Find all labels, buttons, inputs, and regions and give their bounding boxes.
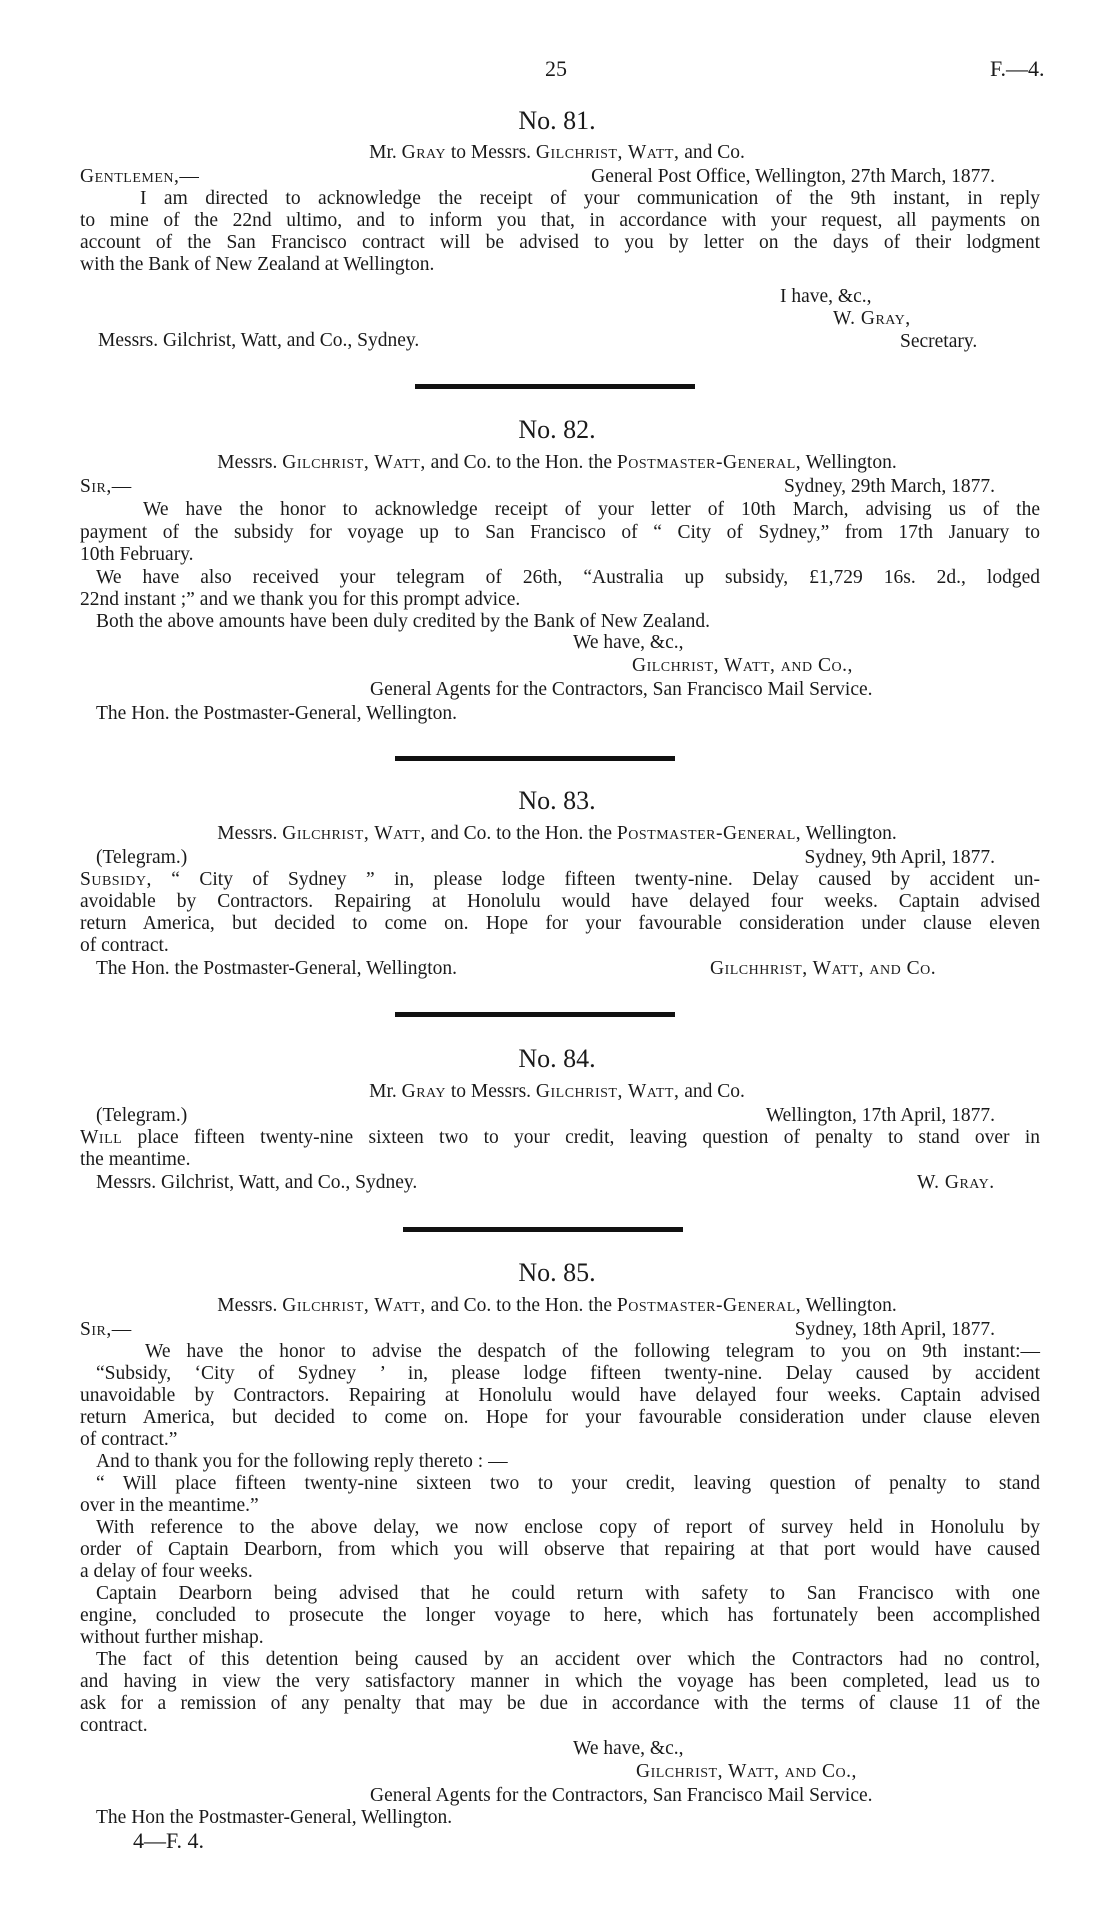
- letter-82-body-line-5: 22nd instant ;” and we thank you for this prompt advice.: [80, 589, 521, 610]
- section-divider: [395, 756, 675, 761]
- letter-81-closing: I have, &c.,: [780, 286, 872, 307]
- letter-85-body-line-8: over in the meantime.”: [80, 1495, 259, 1516]
- page-number: 25: [545, 56, 567, 81]
- letter-85-body-line-13: engine, concluded to prosecute the longer voyage to here, which has fortunately been accomplished: [80, 1605, 1040, 1626]
- letter-85-body-line-1: We have the honor to advise the despatch of the following telegram to you on 9th instant:—: [145, 1341, 1040, 1362]
- letter-83-body-line-3: return America, but decided to come on. Hope for your favourable consideration under clause eleven: [80, 913, 1040, 934]
- section-divider: [403, 1227, 683, 1232]
- letter-85-number: No. 85.: [518, 1258, 596, 1287]
- letter-81-signature-title: Secretary.: [900, 331, 978, 352]
- letter-81-number: No. 81.: [518, 106, 596, 135]
- letter-83-telegram-note: (Telegram.): [96, 847, 188, 868]
- letter-81-body-line-1: I am directed to acknowledge the receipt of your communication of the 9th instant, in reply: [140, 188, 1040, 209]
- letter-85-body-line-3: unavoidable by Contractors. Repairing at Honolulu would have delayed four weeks. Captain advised: [80, 1385, 1040, 1406]
- letter-85-heading: Messrs. Gilchrist, Watt, and Co. to the Hon. the Postmaster-General, Wellington.: [217, 1295, 897, 1316]
- letter-82-signature: Gilchrist, Watt, and Co.,: [632, 655, 853, 676]
- letter-83-body-line-4: of contract.: [80, 935, 169, 956]
- letter-83-signature: Gilchhrist, Watt, and Co.: [710, 958, 937, 979]
- letter-81-body-line-3: account of the San Francisco contract will be advised to you by letter on the days of their lodgment: [80, 232, 1040, 253]
- letter-83-place-date: Sydney, 9th April, 1877.: [804, 847, 995, 868]
- letter-82-heading: Messrs. Gilchrist, Watt, and Co. to the Hon. the Postmaster-General, Wellington.: [217, 452, 897, 473]
- letter-85-body-line-12: Captain Dearborn being advised that he could return with safety to San Francisco with one: [96, 1583, 1040, 1604]
- letter-83-body-line-1: Subsidy, “ City of Sydney ” in, please lodge fifteen twenty-nine. Delay caused by accident un-: [80, 869, 1040, 890]
- letter-84-heading: Mr. Gray to Messrs. Gilchrist, Watt, and Co.: [369, 1081, 745, 1102]
- letter-81-place-date: General Post Office, Wellington, 27th March, 1877.: [591, 166, 995, 187]
- letter-84-addressee: Messrs. Gilchrist, Watt, and Co., Sydney.: [96, 1172, 418, 1193]
- letter-85-body-line-11: a delay of four weeks.: [80, 1561, 253, 1582]
- letter-85-body-line-2: “Subsidy, ‘City of Sydney ’ in, please lodge fifteen twenty-nine. Delay caused by accident: [96, 1363, 1040, 1384]
- letter-85-body-line-18: contract.: [80, 1715, 148, 1736]
- letter-82-body-line-6: Both the above amounts have been duly credited by the Bank of New Zealand.: [96, 611, 711, 632]
- letter-82-body-line-4: We have also received your telegram of 26th, “Australia up subsidy, £1,729 16s. 2d., lodged: [96, 567, 1040, 588]
- letter-85-signature-title: General Agents for the Contractors, San Francisco Mail Service.: [370, 1785, 873, 1806]
- letter-85-body-line-6: And to thank you for the following reply thereto : —: [96, 1451, 508, 1472]
- letter-81-body-line-2: to mine of the 22nd ultimo, and to inform you that, in accordance with your request, all payments on: [80, 210, 1040, 231]
- letter-84-telegram-note: (Telegram.): [96, 1105, 188, 1126]
- letter-84-place-date: Wellington, 17th April, 1877.: [765, 1105, 995, 1126]
- letter-85-signature: Gilchrist, Watt, and Co.,: [636, 1761, 857, 1782]
- letter-82-signature-title: General Agents for the Contractors, San Francisco Mail Service.: [370, 679, 873, 700]
- letter-85-place-date: Sydney, 18th April, 1877.: [794, 1319, 995, 1340]
- letter-85-addressee: The Hon the Postmaster-General, Wellington.: [96, 1807, 453, 1828]
- letter-85-body-line-14: without further mishap.: [80, 1627, 264, 1648]
- letter-84-body-line-2: the meantime.: [80, 1149, 191, 1170]
- letter-84-number: No. 84.: [518, 1044, 596, 1073]
- letter-85-body-line-10: order of Captain Dearborn, from which you will observe that repairing at that port would have caused: [80, 1539, 1040, 1560]
- letter-82-body-line-2: payment of the subsidy for voyage up to San Francisco of “ City of Sydney,” from 17th January to: [80, 522, 1040, 543]
- letter-81-addressee: Messrs. Gilchrist, Watt, and Co., Sydney.: [98, 330, 420, 351]
- letter-81-body-line-4: with the Bank of New Zealand at Wellington.: [80, 254, 435, 275]
- letter-81-salutation: Gentlemen,—: [80, 166, 200, 187]
- letter-84-body-line-1: Will place fifteen twenty-nine sixteen two to your credit, leaving question of penalty to stand over in: [80, 1127, 1040, 1148]
- letter-81-signature: W. Gray,: [833, 308, 911, 329]
- letter-85-body-line-4: return America, but decided to come on. Hope for your favourable consideration under clause eleven: [80, 1407, 1040, 1428]
- letter-82-body-line-1: We have the honor to acknowledge receipt of your letter of 10th March, advising us of the: [143, 499, 1040, 520]
- letter-82-closing: We have, &c.,: [573, 632, 684, 653]
- letter-85-body-line-15: The fact of this detention being caused by an accident over which the Contractors had no control,: [96, 1649, 1040, 1670]
- letter-84-signature: W. Gray.: [917, 1172, 995, 1193]
- letter-83-body-line-2: avoidable by Contractors. Repairing at Honolulu would have delayed four weeks. Captain advised: [80, 891, 1040, 912]
- letter-83-addressee: The Hon. the Postmaster-General, Wellington.: [96, 958, 458, 979]
- letter-85-body-line-17: ask for a remission of any penalty that may be due in accordance with the terms of clause 11 of the: [80, 1693, 1040, 1714]
- signature-mark: 4—F. 4.: [133, 1828, 204, 1853]
- letter-83-heading: Messrs. Gilchrist, Watt, and Co. to the Hon. the Postmaster-General, Wellington.: [217, 823, 897, 844]
- letter-82-salutation: Sir,—: [80, 476, 132, 497]
- document-code: F.—4.: [990, 56, 1045, 81]
- letter-85-body-line-5: of contract.”: [80, 1429, 178, 1450]
- letter-85-body-line-7: “ Will place fifteen twenty-nine sixteen two to your credit, leaving question of penalty to stand: [96, 1473, 1040, 1494]
- letter-82-place-date: Sydney, 29th March, 1877.: [783, 476, 995, 497]
- letter-82-body-line-3: 10th February.: [80, 544, 194, 565]
- letter-82-number: No. 82.: [518, 415, 596, 444]
- letter-85-body-line-16: and having in view the very satisfactory manner in which the voyage has been completed, lead us to: [80, 1671, 1040, 1692]
- letter-85-body-line-9: With reference to the above delay, we now enclose copy of report of survey held in Honolulu by: [96, 1517, 1040, 1538]
- section-divider: [395, 1012, 675, 1017]
- letter-85-closing: We have, &c.,: [573, 1738, 684, 1759]
- section-divider: [415, 384, 695, 389]
- letter-83-number: No. 83.: [518, 786, 596, 815]
- letter-81-heading: Mr. Gray to Messrs. Gilchrist, Watt, and Co.: [369, 142, 745, 163]
- letter-82-addressee: The Hon. the Postmaster-General, Wellington.: [96, 703, 458, 724]
- letter-85-salutation: Sir,—: [80, 1319, 132, 1340]
